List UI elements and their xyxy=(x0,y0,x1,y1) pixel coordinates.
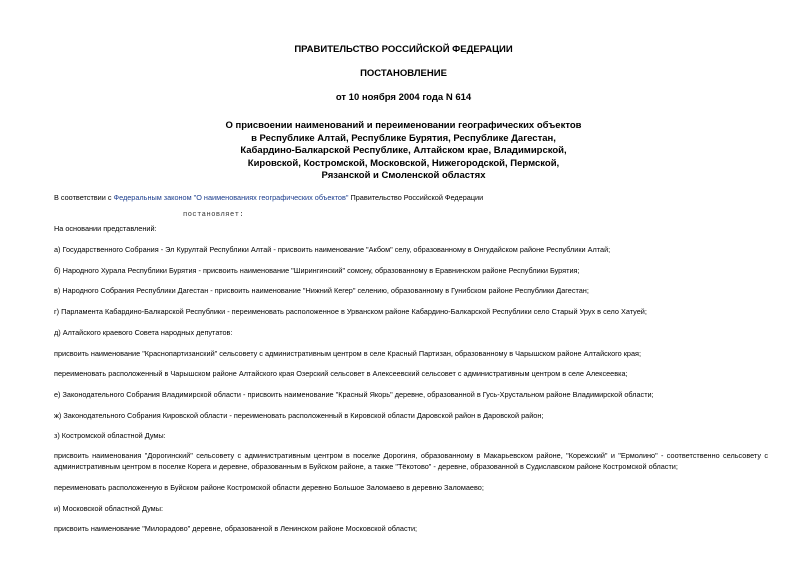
paragraph: д) Алтайского краевого Совета народных депутатов: xyxy=(54,328,233,337)
paragraph: присвоить наименование "Краснопартизанский" сельсовету с административным центром в селе Красный Партизан, образованному в Чарышском районе Алтайского края; xyxy=(54,349,642,358)
title-line: О присвоении наименований и переименовании географических объектов xyxy=(225,120,582,131)
paragraph: переименовать расположенную в Буйском районе Костромской области деревню Большое Заломаево в деревню Заломаево; xyxy=(54,483,484,492)
paragraph: г) Парламента Кабардино-Балкарской Республики - переименовать расположенное в Урванском районе Кабардино-Балкарской Республики село Старый Урух в село Хатуей; xyxy=(54,307,647,316)
title-line: Кабардино-Балкарской Республике, Алтайском крае, Владимирской, xyxy=(240,145,567,156)
paragraph: в) Народного Собрания Республики Дагестан - присвоить наименование "Нижний Кегер" селению, образованному в Гунибском районе Республики Дагестан; xyxy=(54,286,589,295)
paragraph: б) Народного Хурала Республики Бурятия - присвоить наименование "Ширингинский" сомону, образованному в Еравнинском районе Республики Бурятия; xyxy=(54,266,580,275)
document-type-heading: ПОСТАНОВЛЕНИЕ xyxy=(360,68,447,79)
paragraph: е) Законодательного Собрания Владимирской области - присвоить наименование "Красный Якорь" деревне, образованной в Гусь-Хрустальном районе Владимирской области; xyxy=(54,390,654,399)
paragraph: На основании представлений: xyxy=(54,224,157,233)
preamble-suffix: Правительство Российской Федерации xyxy=(348,193,484,202)
preamble-prefix: В соответствии с xyxy=(54,193,114,202)
title-line: в Республике Алтай, Республике Бурятия, Республике Дагестан, xyxy=(251,132,556,144)
paragraph: ж) Законодательного Собрания Кировской области - переименовать расположенный в Кировской области Даровской район в Даровской район; xyxy=(54,411,544,420)
paragraph: и) Московской областной Думы: xyxy=(54,504,163,513)
preamble xyxy=(54,193,483,202)
paragraph: присвоить наименование "Милорадово" деревне, образованной в Ленинском районе Московской области; xyxy=(54,524,418,533)
paragraph: переименовать расположенный в Чарышском районе Алтайского края Озерский сельсовет в Алексеевский сельсовет с административным центром в селе Алексеевка; xyxy=(54,369,628,378)
paragraph: присвоить наименования "Дорогинский" сельсовету с административным центром в поселке Дорогиня, образованному в Макарьевском районе, "Корежский" и "Ермолино" - соответственно сельсовету с административным центром в поселке Корега и деревне, образованным в Буйском районе, а также "Тёкотово" - деревне, образованной в Судиславском районе Костромской области; xyxy=(54,451,768,471)
title-line: Кировской, Костромской, Московской, Нижегородской, Пермской, xyxy=(247,157,560,169)
title-line: Рязанской и Смоленской областях xyxy=(321,170,486,181)
paragraph: а) Государственного Собрания - Эл Курултай Республики Алтай - присвоить наименование "Акбом" селу, образованному в Онгудайском районе Республики Алтай; xyxy=(54,245,611,254)
paragraph: з) Костромской областной Думы: xyxy=(54,431,166,440)
federal-law-link[interactable]: Федеральным законом "О наименованиях географических объектов" xyxy=(113,193,349,202)
document-title xyxy=(0,120,807,183)
resolves-word: постановляет: xyxy=(183,211,245,219)
date-number-heading: от 10 ноября 2004 года N 614 xyxy=(335,92,472,103)
issuer-heading: ПРАВИТЕЛЬСТВО РОССИЙСКОЙ ФЕДЕРАЦИИ xyxy=(294,44,513,55)
